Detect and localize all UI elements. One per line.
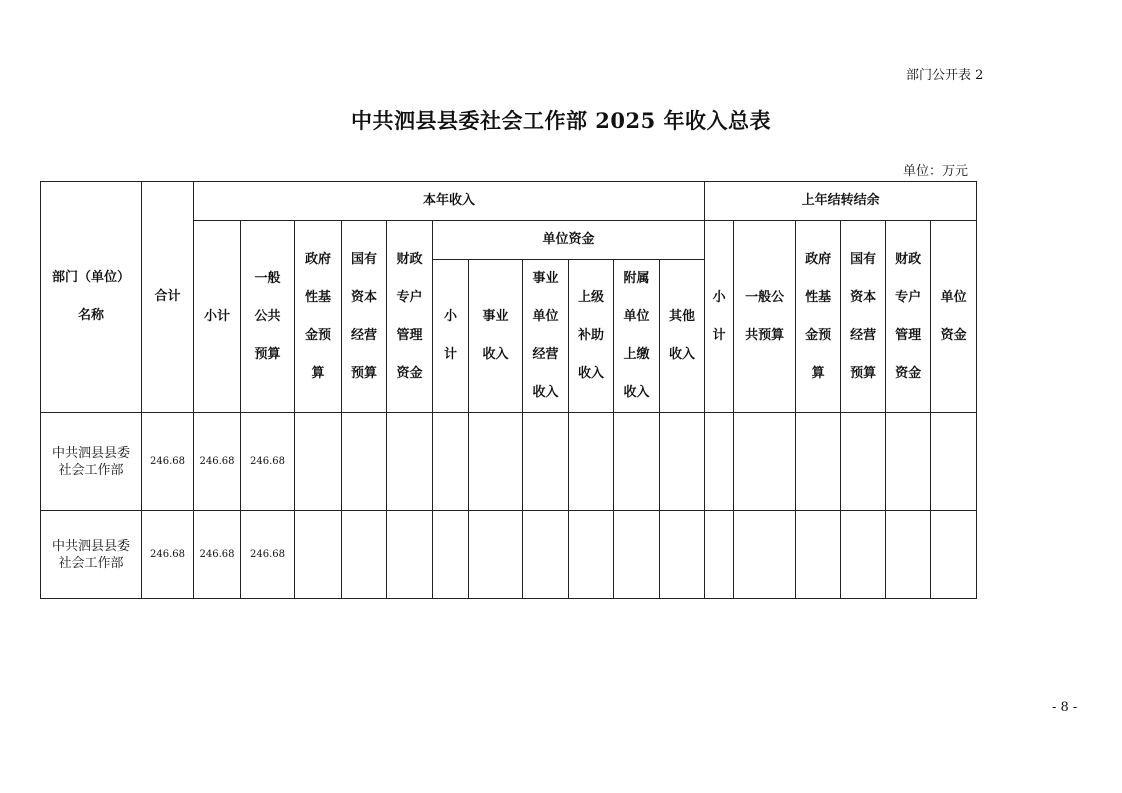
empty-cell — [931, 511, 977, 599]
empty-cell — [342, 511, 387, 599]
empty-cell — [796, 413, 841, 511]
total-cell: 246.68 — [142, 511, 194, 599]
header-gov-fund: 政府 性基 金预 算 — [295, 221, 342, 413]
empty-cell — [841, 511, 886, 599]
empty-cell — [469, 413, 523, 511]
empty-cell — [523, 511, 569, 599]
empty-cell — [433, 413, 469, 511]
total-cell: 246.68 — [142, 413, 194, 511]
header-this-year-income: 本年收入 — [194, 182, 705, 221]
empty-cell — [886, 413, 931, 511]
form-code: 部门公开表 2 — [906, 68, 984, 83]
header-ly-state-capital: 国有 资本 经营 预算 — [841, 221, 886, 413]
empty-cell — [295, 511, 342, 599]
empty-cell — [295, 413, 342, 511]
header-total: 合计 — [142, 182, 194, 413]
subtotal-cell: 246.68 — [194, 413, 241, 511]
header-unit-subtotal: 小 计 — [433, 260, 469, 413]
empty-cell — [523, 413, 569, 511]
header-operating-income: 事业 单位 经营 收入 — [523, 260, 569, 413]
empty-cell — [614, 511, 660, 599]
empty-cell — [569, 413, 614, 511]
dept-name-cell: 中共泗县县委 社会工作部 — [41, 413, 142, 511]
header-ly-unit-funds: 单位 资金 — [931, 221, 977, 413]
empty-cell — [841, 413, 886, 511]
table-row — [41, 511, 977, 599]
general-budget-cell: 246.68 — [241, 413, 295, 511]
empty-cell — [931, 413, 977, 511]
empty-cell — [387, 413, 433, 511]
header-ly-gov-fund: 政府 性基 金预 算 — [796, 221, 841, 413]
header-fiscal-special: 财政 专户 管理 资金 — [387, 221, 433, 413]
header-general-budget: 一般 公共 预算 — [241, 221, 295, 413]
empty-cell — [614, 413, 660, 511]
empty-cell — [705, 413, 734, 511]
header-ly-fiscal-special: 财政 专户 管理 资金 — [886, 221, 931, 413]
header-unit-funds: 单位资金 — [433, 221, 705, 260]
empty-cell — [660, 413, 705, 511]
header-superior-subsidy: 上级 补助 收入 — [569, 260, 614, 413]
page-title: 中共泗县县委社会工作部 2025 年收入总表 — [350, 108, 772, 133]
empty-cell — [734, 413, 796, 511]
empty-cell — [734, 511, 796, 599]
header-dept-name: 部门（单位） 名称 — [41, 182, 142, 413]
table-row — [41, 413, 977, 511]
header-last-year-carryover: 上年结转结余 — [705, 182, 977, 221]
empty-cell — [569, 511, 614, 599]
header-ly-general-budget: 一般公 共预算 — [734, 221, 796, 413]
empty-cell — [342, 413, 387, 511]
empty-cell — [796, 511, 841, 599]
header-business-income: 事业 收入 — [469, 260, 523, 413]
empty-cell — [660, 511, 705, 599]
dept-name-cell: 中共泗县县委 社会工作部 — [41, 511, 142, 599]
empty-cell — [433, 511, 469, 599]
income-summary-table — [40, 181, 977, 599]
general-budget-cell: 246.68 — [241, 511, 295, 599]
unit-label: 单位：万元 — [903, 164, 969, 179]
header-affiliated-income: 附属 单位 上缴 收入 — [614, 260, 660, 413]
empty-cell — [387, 511, 433, 599]
empty-cell — [469, 511, 523, 599]
header-state-capital: 国有 资本 经营 预算 — [342, 221, 387, 413]
empty-cell — [705, 511, 734, 599]
empty-cell — [886, 511, 931, 599]
header-subtotal: 小计 — [194, 221, 241, 413]
page-number: - 8 - — [1052, 700, 1078, 715]
header-other-income: 其他 收入 — [660, 260, 705, 413]
header-ly-subtotal: 小 计 — [705, 221, 734, 413]
subtotal-cell: 246.68 — [194, 511, 241, 599]
